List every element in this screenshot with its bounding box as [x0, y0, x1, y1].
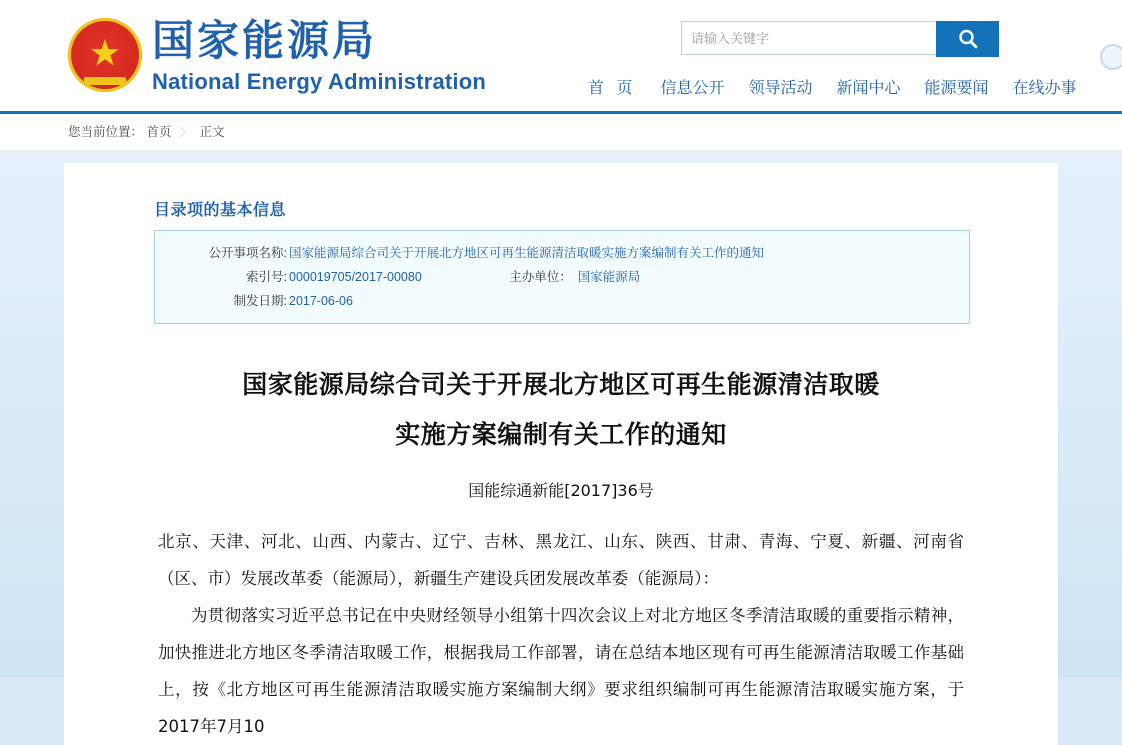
search-input[interactable]: [681, 21, 936, 55]
document-body: [158, 523, 964, 745]
nav-item-news-center[interactable]: 新闻中心: [836, 80, 901, 97]
section-title: 目录项的基本信息: [154, 202, 287, 219]
site-title-en: National Energy Administration: [152, 69, 487, 94]
nav-item-leader-activities[interactable]: 领导活动: [748, 80, 813, 97]
page-wrapper: [0, 151, 1122, 745]
breadcrumb-item-home[interactable]: 首页: [146, 125, 172, 139]
main-navigation: [588, 75, 1077, 98]
metadata-label-title: 公开事项名称:: [208, 246, 287, 260]
metadata-label-date: 制发日期:: [233, 294, 287, 308]
document-title-line-1: 国家能源局综合司关于开展北方地区可再生能源清洁取暖: [242, 370, 880, 399]
breadcrumb-separator-icon: 〉: [180, 127, 191, 139]
search-box: [681, 21, 999, 57]
metadata-value-index: 000019705/2017-00080: [289, 270, 422, 284]
document-number: 国能综通新能[2017]36号: [468, 481, 654, 500]
document-title: [161, 360, 961, 460]
nav-item-energy-news[interactable]: 能源要闻: [924, 80, 989, 97]
nav-item-home[interactable]: 首 页: [588, 80, 637, 97]
metadata-value-title: 国家能源局综合司关于开展北方地区可再生能源清洁取暖实施方案编制有关工作的通知: [289, 246, 765, 260]
nav-item-online-services[interactable]: 在线办事: [1012, 80, 1077, 97]
nav-item-information-disclosure[interactable]: 信息公开: [660, 80, 725, 97]
metadata-value-date: 2017-06-06: [289, 294, 353, 308]
document-paragraph-1: 为贯彻落实习近平总书记在中央财经领导小组第十四次会议上对北方地区冬季清洁取暖的重要指示精神，加快推进北方地区冬季清洁取暖工作，根据我局工作部署，请在总结本地区现有可再生能源清洁取暖工作基础上，按《北方地区可再生能源清洁取暖实施方案编制大纲》要求组织编制可再生能源清洁取暖实施方案，于2017年7月10: [158, 606, 964, 736]
site-title-cn: 国家能源局: [152, 16, 378, 65]
page-corner-decoration-icon: [1100, 44, 1122, 70]
document-paragraph-recipients: 北京、天津、河北、山西、内蒙古、辽宁、吉林、黑龙江、山东、陕西、甘肃、青海、宁夏、新疆、河南省（区、市）发展改革委（能源局），新疆生产建设兵团发展改革委（能源局）：: [158, 532, 964, 588]
content-card: [64, 163, 1058, 745]
national-emblem-icon: [68, 18, 142, 92]
site-brand: [152, 16, 486, 96]
emblem-gear-icon: [84, 77, 126, 85]
search-icon: [957, 28, 979, 50]
table-row: [155, 241, 969, 265]
metadata-label-index: 索引号:: [246, 270, 287, 284]
breadcrumb-bar: [0, 114, 1122, 151]
breadcrumb-prefix: 您当前位置：: [68, 125, 144, 139]
table-row: [155, 289, 969, 313]
metadata-label-issuer: 主办单位：: [509, 270, 572, 284]
document-metadata-table: [154, 230, 970, 324]
table-row: [155, 265, 969, 289]
metadata-value-issuer: 国家能源局: [577, 270, 641, 284]
search-button[interactable]: [936, 21, 999, 57]
document-title-line-2: 实施方案编制有关工作的通知: [395, 420, 727, 449]
breadcrumb-item-article[interactable]: 正文: [199, 125, 225, 139]
emblem-star-icon: ★: [90, 37, 120, 71]
breadcrumb: [68, 114, 1122, 151]
site-header: [0, 0, 1122, 114]
